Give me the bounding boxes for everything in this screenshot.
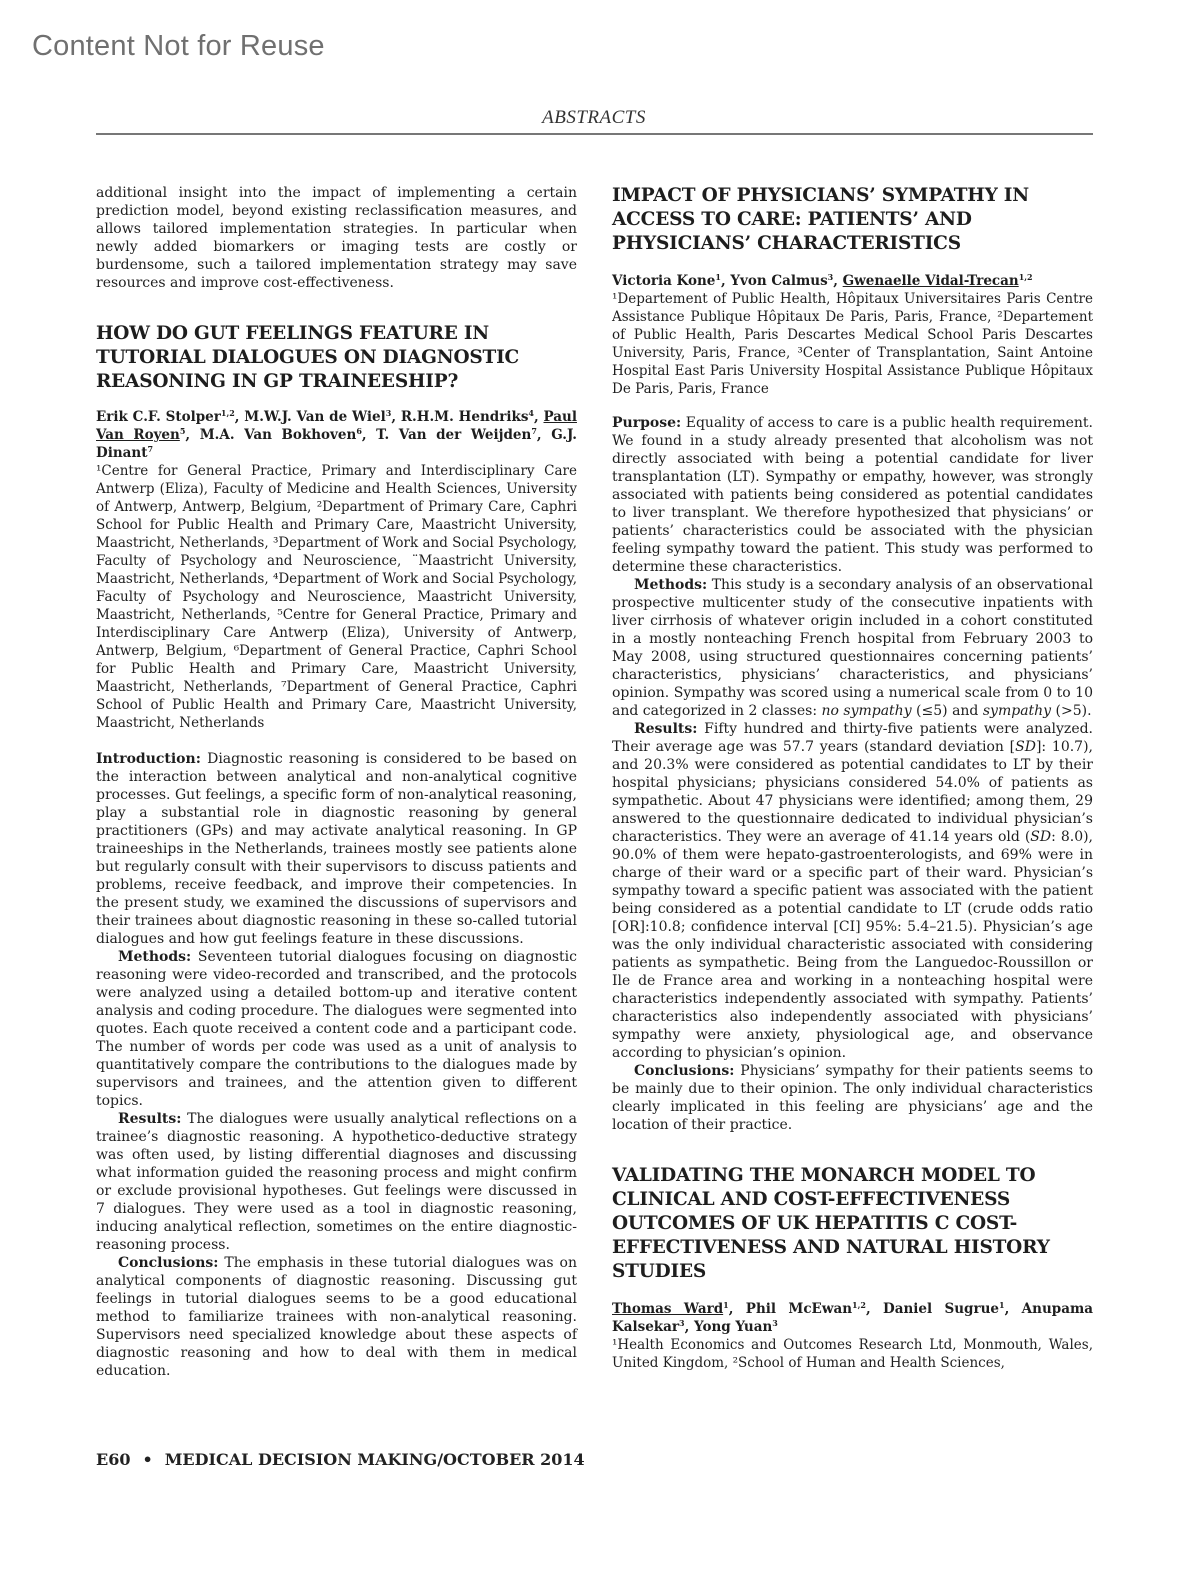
author-sup: 3 (772, 1318, 778, 1328)
presenting-author: Gwenaelle Vidal-Trecan (842, 273, 1019, 289)
title-line: CLINICAL AND COST-EFFECTIVENESS (612, 1189, 1010, 1210)
author-sup: 5 (179, 426, 186, 436)
title-line: STUDIES (612, 1261, 707, 1282)
italic-term: sympathy (982, 703, 1052, 719)
section-label: Conclusions: (118, 1255, 219, 1271)
author: Victoria Kone (612, 273, 716, 289)
presenting-author: Thomas Ward (612, 1301, 724, 1317)
right-column (612, 184, 1093, 1372)
title-line: TUTORIAL DIALOGUES ON DIAGNOSTIC (96, 347, 520, 368)
methods-paragraph (612, 576, 1093, 720)
author: Yvon Calmus (730, 273, 828, 289)
author: T. Van der Weijden (376, 427, 532, 443)
author: M.W.J. Van de Wiel (244, 409, 386, 425)
section-text: Diagnostic reasoning is considered to be based on the interaction between analytical and non-analytical cognitive processes. Gut feelings, a specific form of non-analytical reasoning, play a substantial role in diagnostic reasoning by general practitioners (GPs) and may activate analytical reasoning. In GP traineeships in the Netherlands, trainees mostly see patients alone but regularly consult with their supervisors to discuss patients and problems, receive feedback, and improve their competencies. In the present study, we examined the discussions of supervisors and their trainees about diagnostic reasoning in these so-called tutorial dialogues and how gut feelings feature in these discussions. (96, 751, 577, 947)
title-line: IMPACT OF PHYSICIANS’ SYMPATHY IN (612, 185, 1029, 206)
author: Anupama Kalsekar (612, 1301, 1093, 1335)
page-footer (96, 1450, 585, 1469)
section-label: Results: (118, 1111, 182, 1127)
title-line: HOW DO GUT FEELINGS FEATURE IN (96, 323, 490, 344)
section-text: (≤5) and (911, 703, 983, 719)
title-line: OUTCOMES OF UK HEPATITIS C COST- (612, 1213, 1018, 1234)
author-sup: 1 (999, 1300, 1005, 1310)
author-sup: 7 (147, 444, 154, 454)
methods-paragraph (96, 948, 577, 1110)
section-text: Physicians’ sympathy for their patients seems to be mainly due to their opinion. The only individual characteristics clearly implicated in this feeling are physicians’ age and the location of their practice. (612, 1063, 1093, 1133)
affiliations: ¹Departement of Public Health, Hôpitaux Universitaires Paris Centre Assistance Publique Hôpitaux De Paris, Paris, France, ²Departement of Public Health, Paris Descartes Medical School Paris Descartes University, Paris, France, ³Center of Transplantation, Saint Antoine Hospital East Paris University Hospital Assistance Publique Hôpitaux De Paris, Paris, France (612, 291, 1093, 397)
article-title (612, 1164, 1093, 1284)
title-line: PHYSICIANS’ CHARACTERISTICS (612, 233, 961, 254)
section-text: : 8.0), 90.0% of them were hepato-gastroenterologists, and 69% were in charge of their ward or a specific part of their ward. Physician’s sympathy toward a specific patient was associated with the patient being considered as a potential candidate to LT (crude odds ratio [OR]:10.8; confidence interval [CI] 95%: 5.4–21.5). Physician’s age was the only individual characteristic associated with considering patients as sympathetic. Being from the Languedoc-Roussillon or Ile de France area and working in a nonteaching hospital were characteristics independently associated with sympathy. Patients’ characteristics also independently associated with physicians’ sympathy were anxiety, physiological age, and observance according to physician’s opinion. (612, 829, 1094, 1061)
author: M.A. Van Bokhoven (199, 427, 357, 443)
author-sup: 1,2 (852, 1300, 866, 1310)
author-sup: 1 (723, 1300, 729, 1310)
author-sup: 3 (679, 1318, 685, 1328)
author: R.H.M. Hendriks (400, 409, 529, 425)
title-line: ACCESS TO CARE: PATIENTS’ AND (612, 209, 972, 230)
section-label: Introduction: (96, 751, 201, 767)
section-label: Results: (634, 721, 698, 737)
presenting-author: Paul Van Royen (96, 409, 577, 443)
results-paragraph (612, 720, 1093, 1062)
section-text: (>5). (1051, 703, 1092, 719)
conclusions-paragraph (96, 1254, 577, 1380)
author-sup: 1,2 (220, 408, 235, 418)
author: Daniel Sugrue (883, 1301, 1000, 1317)
author-list: Thomas Ward$^1$, Phil McEwan$^{1,2}$, Daniel Sugrue$^1$, Anupama Kalsekar$^3$, Yong Yuan$^3$ (612, 1300, 1093, 1335)
header-rule (96, 133, 1093, 135)
author: Phil McEwan (745, 1301, 853, 1317)
section-label: Methods: (118, 949, 192, 965)
author-sup: 3 (385, 408, 392, 418)
section-text: The emphasis in these tutorial dialogues was on analytical components of diagnostic reasoning. Discussing gut feelings in tutorial dialogues seems to be a good educational method to familiarize trainees with non-analytical reasoning. Supervisors need specialized knowledge about these aspects of diagnostic reasoning and how to deal with them in medical education. (96, 1255, 577, 1379)
italic-term: SD (1030, 829, 1052, 845)
author: Yong Yuan (694, 1319, 773, 1335)
section-text: Fifty hundred and thirty-five patients were analyzed. Their average age was 57.7 years (standard deviation [ (612, 721, 1094, 755)
author-sup: 6 (356, 426, 362, 436)
author-sup: 1,2 (1018, 272, 1033, 282)
italic-term: SD (1015, 739, 1036, 755)
author-sup: 3 (827, 272, 834, 282)
conclusions-paragraph (612, 1062, 1093, 1134)
section-text: ]: 10.7), and 20.3% were considered as potential candidates to LT by their hospital physicians; physicians considered 54.0% of patients as sympathetic. About 47 physicians were identified; among them, 29 answered to the questionnaire dedicated to individual physician’s characteristics. They were an average of 41.14 years old ( (612, 739, 1093, 845)
section-text: This study is a secondary analysis of an observational prospective multicenter study of the consecutive inpatients with liver cirrhosis of whatever origin included in a cohort constituted in a mostly nonteaching French hospital from February 2003 to May 2008, using structured questionnaires concerning patients’ characteristics, physicians’ characteristics, and physicians’ opinion. Sympathy was scored using a numerical scale from 0 to 10 and categorized in 2 classes: (612, 577, 1094, 719)
section-text: The dialogues were usually analytical reflections on a trainee’s diagnostic reasoning. A hypothetico-deductive strategy was often used, by listing differential diagnoses and discussing what information guided the reasoning process and might confirm or exclude provisional hypotheses. Gut feelings were discussed in 7 dialogues. They were used as a tool in diagnostic reasoning, inducing analytical reflection, sometimes on the entire diagnostic-reasoning process. (96, 1111, 577, 1253)
author: G.J. Dinant (96, 427, 577, 461)
journal-name: MEDICAL DECISION MAKING/OCTOBER 2014 (164, 1450, 585, 1469)
results-paragraph (96, 1110, 577, 1254)
author-sup: 7 (531, 426, 537, 436)
title-line: EFFECTIVENESS AND NATURAL HISTORY (612, 1237, 1050, 1258)
author-sup: 4 (528, 408, 534, 418)
purpose-paragraph (612, 414, 1093, 576)
italic-term: no sympathy (821, 703, 912, 719)
author-list: Victoria Kone$^1$, Yvon Calmus$^3$, Gwenaelle Vidal-Trecan$^{1,2}$ (612, 272, 1033, 289)
section-label: Purpose: (612, 415, 682, 431)
article-title (96, 322, 577, 394)
left-column (96, 184, 577, 1380)
section-label: Conclusions: (634, 1063, 735, 1079)
section-text: Equality of access to care is a public health requirement. We found in a study already presented that alcoholism was not directly associated with being a potential candidate for liver transplantation (LT). Sympathy or empathy, however, was strongly associated with patients being considered as potential candidates to liver transplant. We therefore hypothesized that physicians’ or patients’ characteristics could be associated with the physician feeling sympathy toward the patient. This study was performed to determine these characteristics. (612, 415, 1093, 575)
title-line: REASONING IN GP TRAINEESHIP? (96, 371, 459, 392)
author-list: Erik C.F. Stolper$^{1,2}$, M.W.J. Van de Wiel$^3$, R.H.M. Hendriks$^4$, Paul Van Royen$^5$, M.A. Van Bokhoven$^6$, T. Van der Weijden$^7$, G.J. Dinant$^7$ (96, 408, 577, 461)
section-text: Seventeen tutorial dialogues focusing on diagnostic reasoning were video-recorded and transcribed, and the protocols were analyzed using a detailed bottom-up and iterative content analysis and coding procedure. The dialogues were segmented into quotes. Each quote received a content code and a participant code. The number of words per code was used as a unit of analysis to quantitatively compare the contributions to the dialogues made by supervisors and trainees, and the attention given to different topics. (96, 949, 577, 1109)
introduction-paragraph (96, 750, 577, 948)
section-label: Methods: (634, 577, 708, 593)
running-head: ABSTRACTS (542, 107, 646, 128)
page-number: E60 (96, 1450, 131, 1469)
footer-bullet: • (142, 1450, 153, 1469)
article-title (612, 184, 1093, 256)
affiliations: ¹Centre for General Practice, Primary and Interdisciplinary Care Antwerp (Eliza), Faculty of Medicine and Health Sciences, University of Antwerp, Antwerp, Belgium, ²Department of Primary Care, Caphri School for Public Health and Primary Care, Maastricht University, Maastricht, Netherlands, ³Department of Work and Social Psychology, Faculty of Psychology and Neuroscience, ¨Maastricht University, Maastricht, Netherlands, ⁴Department of Work and Social Psychology, Faculty of Psychology and Neuroscience, Maastricht University, Maastricht, Netherlands, ⁵Centre for General Practice, Primary and Interdisciplinary Care Antwerp (Eliza), University of Antwerp, Antwerp, Belgium, ⁶Department of General Practice, Caphri School for Public Health and Primary Care, Maastricht University, Maastricht, Netherlands, ⁷Department of General Practice, Caphri School of Public Health and Primary Care, Maastricht University, Maastricht, Netherlands (96, 463, 577, 731)
affiliations: ¹Health Economics and Outcomes Research Ltd, Monmouth, Wales, United Kingdom, ²School of Human and Health Sciences, (612, 1337, 1093, 1371)
continuation-paragraph: additional insight into the impact of implementing a certain prediction model, beyond existing reclassification measures, and allows tailored implementation strategies. In particular when newly added biomarkers or imaging tests are costly or burdensome, such a tailored implementation strategy may save resources and improve cost-effectiveness. (96, 185, 577, 291)
title-line: VALIDATING THE MONARCH MODEL TO (612, 1165, 1036, 1186)
author: Erik C.F. Stolper (96, 409, 221, 425)
author-sup: 1 (715, 272, 721, 282)
watermark: Content Not for Reuse (32, 30, 325, 62)
